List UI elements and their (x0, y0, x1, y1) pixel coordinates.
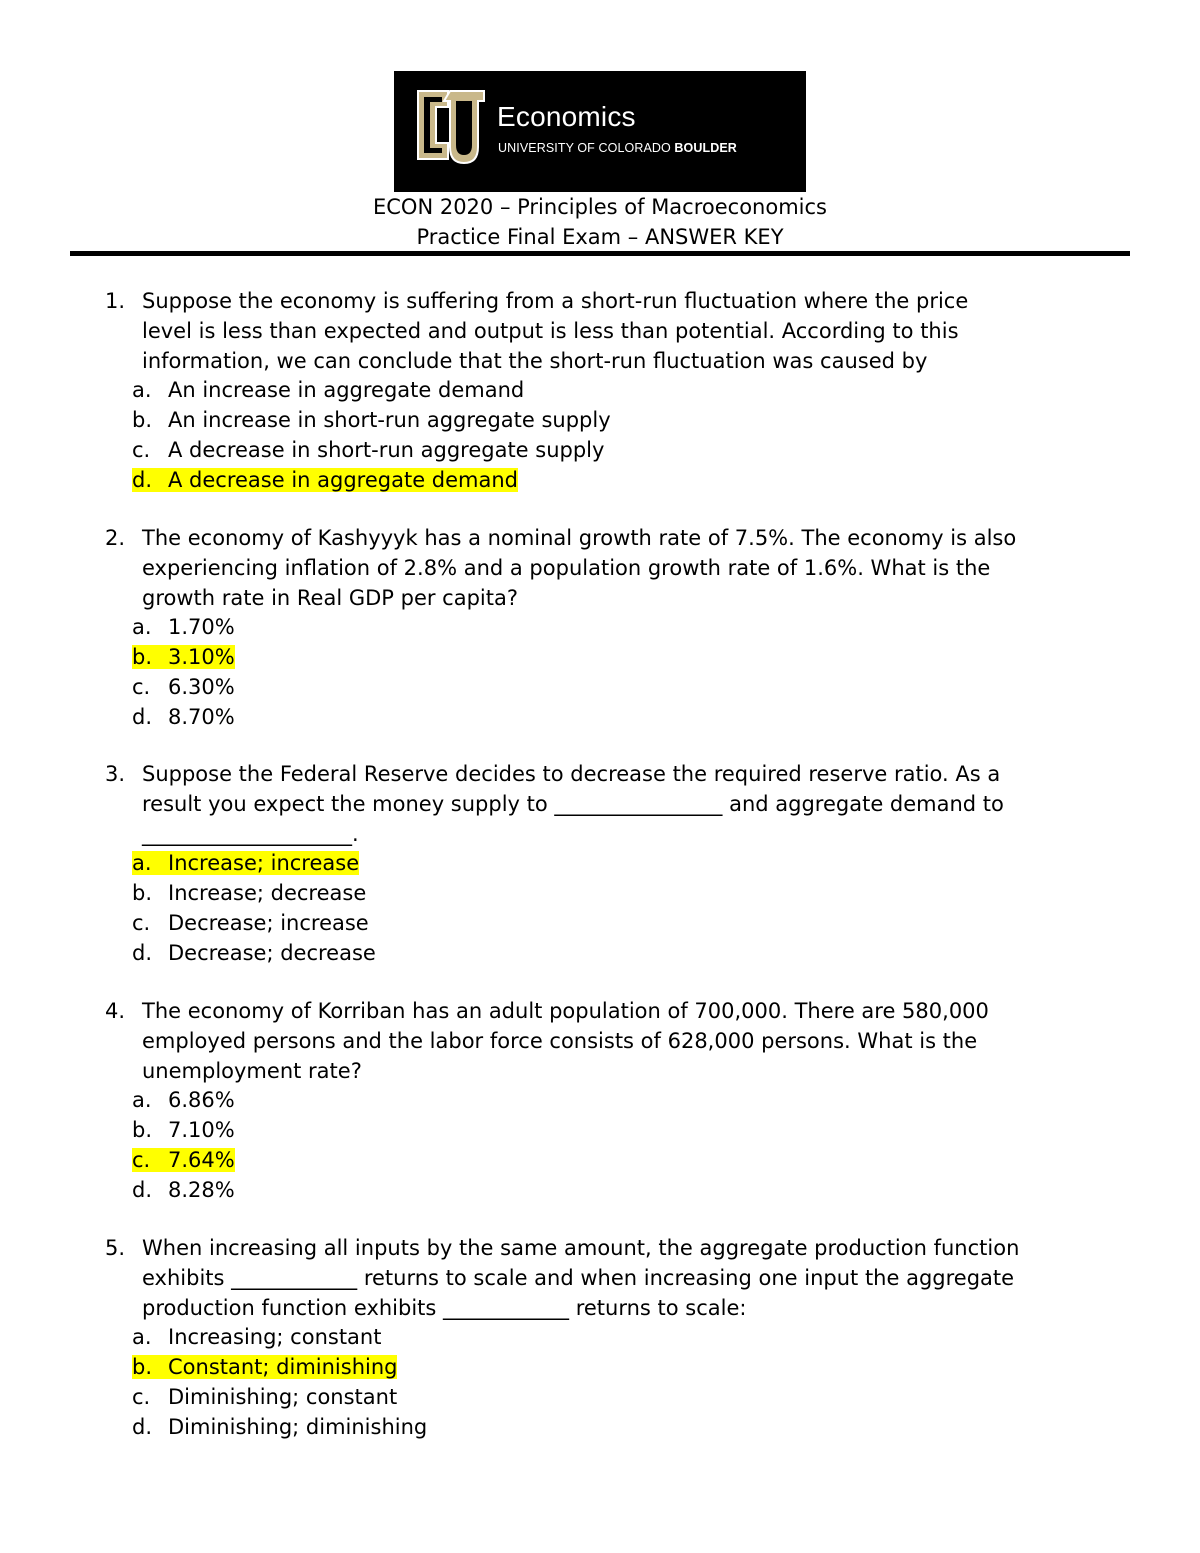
question-number: 4. (105, 999, 126, 1023)
answer-option (132, 909, 1140, 939)
option-letter: a. (132, 1325, 152, 1350)
option-letter: c. (132, 1147, 151, 1172)
question-number: 1. (105, 289, 126, 313)
option-text: 8.70% (168, 704, 235, 729)
option-letter: a. (132, 1088, 152, 1113)
logo-title: Economics (497, 101, 636, 132)
question-number: 3. (105, 762, 126, 786)
answer-option (132, 879, 1140, 909)
option-text: Diminishing; diminishing (168, 1414, 428, 1439)
answer-option (132, 436, 1140, 466)
question-stem (100, 997, 1140, 1086)
answer-option-correct (132, 849, 1140, 879)
option-letter: c. (132, 674, 151, 699)
header-divider (70, 251, 1130, 256)
question-1 (100, 287, 1140, 496)
option-text: An increase in aggregate demand (168, 378, 525, 403)
answer-option-correct (132, 1353, 1140, 1383)
option-letter: b. (132, 1355, 153, 1380)
answer-option (132, 1383, 1140, 1413)
answer-option-correct (132, 1146, 1140, 1176)
answer-options (132, 1086, 1140, 1205)
option-letter: b. (132, 408, 153, 433)
answer-options (132, 849, 1140, 968)
option-letter: c. (132, 910, 151, 935)
question-stem (100, 524, 1140, 613)
option-letter: d. (132, 940, 153, 965)
cu-monogram-icon (414, 85, 488, 167)
answer-option (132, 703, 1140, 733)
question-text-line: exhibits ____________ returns to scale and when increasing one input the aggregate (142, 1265, 1015, 1290)
option-text: 7.64% (168, 1147, 235, 1172)
answer-option (132, 406, 1140, 436)
answer-option (132, 613, 1140, 643)
answer-option (132, 376, 1140, 406)
option-text: Increasing; constant (168, 1325, 382, 1350)
exam-title: Practice Final Exam – ANSWER KEY (416, 225, 784, 249)
option-letter: b. (132, 881, 153, 906)
answer-option (132, 673, 1140, 703)
question-text-line: employed persons and the labor force consists of 628,000 persons. What is the (142, 1028, 978, 1053)
question-2 (100, 524, 1140, 733)
option-letter: a. (132, 378, 152, 403)
logo-subtitle (498, 141, 737, 155)
option-text: A decrease in aggregate demand (168, 467, 519, 492)
question-stem (100, 760, 1140, 849)
question-text-line: Suppose the economy is suffering from a short-run fluctuation where the price (142, 289, 969, 313)
question-text-line: Suppose the Federal Reserve decides to decrease the required reserve ratio. As a (142, 762, 1001, 786)
option-text: 6.30% (168, 674, 235, 699)
question-text-line: The economy of Korriban has an adult population of 700,000. There are 580,000 (142, 999, 989, 1023)
option-letter: d. (132, 467, 153, 492)
logo-subtitle-regular: UNIVERSITY OF COLORADO (498, 141, 675, 155)
option-text: 3.10% (168, 645, 235, 670)
answer-option-correct (132, 643, 1140, 673)
answer-option (132, 939, 1140, 969)
answer-option (132, 1116, 1140, 1146)
option-text: Decrease; decrease (168, 940, 376, 965)
question-5 (100, 1234, 1140, 1443)
answer-options (132, 613, 1140, 732)
option-text: 7.10% (168, 1118, 235, 1143)
option-letter: c. (132, 1384, 151, 1409)
option-text: Increase; decrease (168, 881, 367, 906)
option-text: Decrease; increase (168, 910, 369, 935)
option-text: Diminishing; constant (168, 1384, 398, 1409)
option-letter: d. (132, 1414, 153, 1439)
question-text-line: The economy of Kashyyyk has a nominal growth rate of 7.5%. The economy is also (142, 526, 1017, 550)
cu-economics-logo (394, 71, 806, 192)
answer-options (132, 1323, 1140, 1442)
option-letter: b. (132, 645, 153, 670)
option-text: 8.28% (168, 1177, 235, 1202)
option-text: A decrease in short-run aggregate supply (168, 437, 605, 462)
question-text-line: experiencing inflation of 2.8% and a population growth rate of 1.6%. What is the (142, 555, 991, 580)
question-stem (100, 287, 1140, 376)
option-text: 6.86% (168, 1088, 235, 1113)
answer-option (132, 1086, 1140, 1116)
question-text-line: unemployment rate? (142, 1058, 362, 1083)
course-title: ECON 2020 – Principles of Macroeconomics (372, 195, 827, 219)
option-letter: d. (132, 1177, 153, 1202)
option-letter: d. (132, 704, 153, 729)
option-text: An increase in short-run aggregate supply (168, 408, 611, 433)
question-text-line: growth rate in Real GDP per capita? (142, 585, 519, 610)
question-text-line: result you expect the money supply to ________________ and aggregate demand to (142, 791, 1004, 816)
option-letter: a. (132, 615, 152, 640)
option-letter: a. (132, 851, 152, 876)
answer-options (132, 376, 1140, 495)
question-text-line: information, we can conclude that the short-run fluctuation was caused by (142, 348, 928, 373)
question-3 (100, 760, 1140, 969)
question-number: 5. (105, 1236, 126, 1260)
option-text: Constant; diminishing (168, 1355, 398, 1380)
question-text-line: production function exhibits ____________ returns to scale: (142, 1295, 747, 1320)
question-text-line: When increasing all inputs by the same amount, the aggregate production function (142, 1236, 1020, 1260)
answer-option (132, 1413, 1140, 1443)
option-text: Increase; increase (168, 851, 360, 876)
answer-option (132, 1323, 1140, 1353)
option-letter: c. (132, 437, 151, 462)
answer-option-correct (132, 466, 1140, 496)
option-letter: b. (132, 1118, 153, 1143)
answer-option (132, 1176, 1140, 1206)
question-text-line: level is less than expected and output is less than potential. According to this (142, 318, 959, 343)
question-4 (100, 997, 1140, 1206)
question-stem (100, 1234, 1140, 1323)
option-text: 1.70% (168, 615, 235, 640)
question-number: 2. (105, 526, 126, 550)
question-text-line: ____________________. (142, 821, 359, 846)
logo-subtitle-bold: BOULDER (674, 141, 737, 155)
